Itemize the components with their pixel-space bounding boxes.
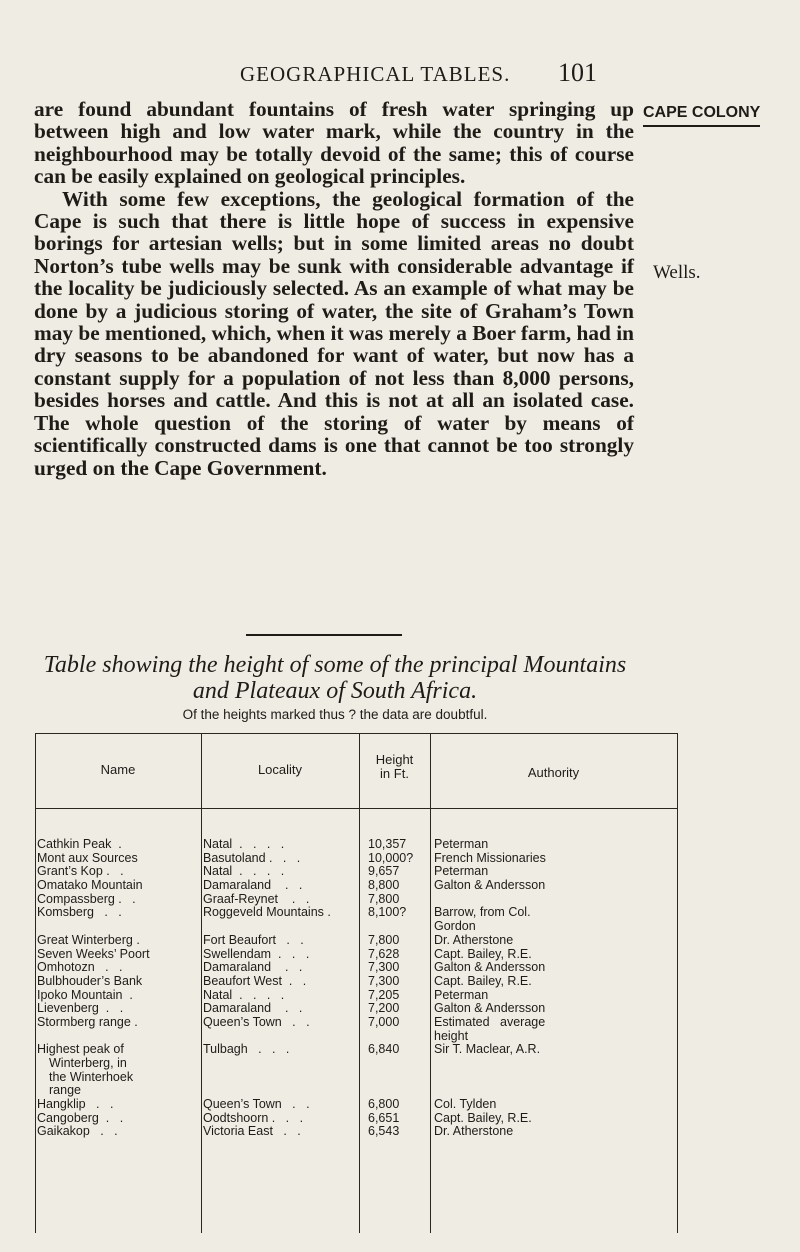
cell-locality: Natal . . . . xyxy=(203,864,285,879)
table-title-line-1: Table showing the height of some of the principal Mountains xyxy=(43,652,627,678)
margin-note-cape-colony: CAPE COLONY xyxy=(643,104,760,127)
cell-authority: Gordon xyxy=(434,919,476,934)
cell-authority: Barrow, from Col. xyxy=(434,905,531,920)
cell-locality: Natal . . . . xyxy=(203,837,285,851)
cell-locality xyxy=(203,1057,331,1071)
cell-authority: Col. Tylden xyxy=(434,1097,497,1112)
cell-locality: Beaufort West . . xyxy=(203,973,307,988)
cell-locality: Basutoland . . . xyxy=(203,850,301,865)
cell-name: Seven Weeks’ Poort xyxy=(37,946,150,961)
cell-name: Omhotozn . . xyxy=(37,960,123,975)
cell-locality xyxy=(203,1030,331,1044)
cell-name xyxy=(37,920,150,934)
cell-height: 9,657 xyxy=(368,864,400,879)
margin-note-wells: Wells. xyxy=(653,262,701,283)
cell-name: Great Winterberg . xyxy=(37,932,140,947)
column-locality xyxy=(203,838,331,1139)
cell-authority: Estimated average xyxy=(434,1014,546,1029)
cell-height xyxy=(368,1030,413,1044)
cell-name: Highest peak of xyxy=(37,1042,124,1057)
cell-authority xyxy=(434,1057,546,1071)
cell-name: Omatako Mountain xyxy=(37,878,143,893)
cell-height xyxy=(368,1071,413,1085)
table-top-rule xyxy=(35,733,677,734)
cell-locality: Queen’s Town . . xyxy=(203,1014,310,1029)
table-title xyxy=(30,652,640,704)
cell-locality xyxy=(203,1071,331,1085)
section-divider xyxy=(246,634,402,636)
cell-authority xyxy=(434,1071,546,1085)
cell-name: Grant’s Kop . . xyxy=(37,864,124,879)
cell-height: 7,300 xyxy=(368,973,400,988)
cell-height: 6,651 xyxy=(368,1110,400,1125)
body-text xyxy=(34,98,634,479)
table-border-right xyxy=(677,733,678,1233)
header-locality: Locality xyxy=(257,762,303,777)
running-title: GEOGRAPHICAL TABLES. xyxy=(240,62,511,86)
cell-authority: Galton & Andersson xyxy=(434,1001,546,1016)
cell-locality: Fort Beaufort . . xyxy=(203,932,304,947)
table-note: Of the heights marked thus ? the data are doubtful. xyxy=(182,707,488,722)
cell-name: range xyxy=(49,1083,81,1098)
cell-height: 6,800 xyxy=(368,1097,400,1112)
cell-authority: height xyxy=(434,1028,469,1043)
cell-locality: Roggeveld Mountains . xyxy=(203,905,331,920)
paragraph-1: are found abundant fountains of fresh water springing up between high and low water mark, while the country in the neighbourhood may be totally devoid of the same; this of course can be easily explained on geological principles. xyxy=(34,97,634,189)
cell-locality: Queen’s Town . . xyxy=(203,1097,310,1112)
cell-authority: Sir T. Maclear, A.R. xyxy=(434,1042,541,1057)
cell-locality xyxy=(203,1084,331,1098)
column-authority xyxy=(434,838,546,1139)
cell-name: Hangklip . . xyxy=(37,1097,114,1112)
cell-name: Cangoberg . . xyxy=(37,1110,124,1125)
cell-authority: Capt. Bailey, R.E. xyxy=(434,946,532,961)
cell-locality: Graaf-Reynet . . xyxy=(203,891,310,906)
cell-height: 7,205 xyxy=(368,987,400,1002)
cell-name: Komsberg . . xyxy=(37,905,122,920)
cell-name: Gaikakop . . xyxy=(37,1124,118,1139)
cell-height: 7,000 xyxy=(368,1014,400,1029)
cell-locality: Victoria East . . xyxy=(203,1124,301,1139)
cell-authority: Capt. Bailey, R.E. xyxy=(434,973,532,988)
cell-authority: Capt. Bailey, R.E. xyxy=(434,1110,532,1125)
column-name xyxy=(37,838,150,1139)
cell-name: Compassberg . . xyxy=(37,891,136,906)
cell-height: 6,543 xyxy=(368,1124,400,1139)
cell-locality: Natal . . . . xyxy=(203,987,285,1002)
cell-name xyxy=(37,1030,150,1044)
cell-height: 8,800 xyxy=(368,878,400,893)
cell-height: 10,357 xyxy=(368,837,407,851)
cell-authority xyxy=(434,1084,546,1098)
cell-locality xyxy=(203,920,331,934)
cell-height xyxy=(368,1084,413,1098)
cell-name: Stormberg range . xyxy=(37,1014,138,1029)
cell-name: Lievenberg . . xyxy=(37,1001,124,1016)
cell-locality: Damaraland . . xyxy=(203,1001,303,1016)
page-number: 101 xyxy=(558,58,597,87)
header-height-line-1: Height xyxy=(375,752,414,767)
table-title-line-2: and Plateaux of South Africa. xyxy=(192,678,478,704)
cell-height: 7,800 xyxy=(368,891,400,906)
running-header xyxy=(0,58,800,92)
cell-authority: French Missionaries xyxy=(434,850,546,865)
cell-locality: Tulbagh . . . xyxy=(203,1042,290,1057)
cell-name: Bulbhouder’s Bank xyxy=(37,973,143,988)
cell-height xyxy=(368,920,413,934)
cell-height: 7,300 xyxy=(368,960,400,975)
cell-authority: Peterman xyxy=(434,987,489,1002)
cell-locality: Damaraland . . xyxy=(203,878,303,893)
cell-authority: Dr. Atherstone xyxy=(434,1124,514,1139)
column-height xyxy=(368,838,413,1139)
cell-height: 6,840 xyxy=(368,1042,400,1057)
cell-height: 8,100? xyxy=(368,905,407,920)
header-height xyxy=(359,753,430,781)
mountains-table xyxy=(33,733,683,1233)
cell-locality: Swellendam . . . xyxy=(203,946,310,961)
cell-authority: Dr. Atherstone xyxy=(434,932,514,947)
cell-locality: Oodtshoorn . . . xyxy=(203,1110,304,1125)
cell-height: 7,200 xyxy=(368,1001,400,1016)
cell-authority: Galton & Andersson xyxy=(434,960,546,975)
cell-height: 7,800 xyxy=(368,932,400,947)
cell-authority xyxy=(434,893,546,907)
cell-height: 10,000? xyxy=(368,850,414,865)
cell-height xyxy=(368,1057,413,1071)
cell-name: Cathkin Peak . xyxy=(37,837,122,851)
cell-height: 7,628 xyxy=(368,946,400,961)
cell-authority: Peterman xyxy=(434,864,489,879)
cell-name: the Winterhoek xyxy=(49,1069,134,1084)
cell-name: Mont aux Sources xyxy=(37,850,138,865)
cell-name: Ipoko Mountain . xyxy=(37,987,133,1002)
header-name: Name xyxy=(100,762,136,777)
cell-locality: Damaraland . . xyxy=(203,960,303,975)
cell-authority: Peterman xyxy=(434,837,489,851)
header-height-line-2: in Ft. xyxy=(380,766,409,781)
header-authority: Authority xyxy=(527,765,580,780)
cell-authority: Galton & Andersson xyxy=(434,878,546,893)
header-rule xyxy=(35,808,677,809)
paragraph-2: With some few exceptions, the geological formation of the Cape is such that there is little hope of success in expensive borings for artesian wells; but in some limited areas no doubt Norton’s tube wells may be sunk with considerable advantage if the locality be judiciously selected. As an example of what may be done by a judicious storing of water, the site of Graham’s Town may be mentioned, which, when it was merely a Boer farm, had in dry seasons to be abandoned for want of water, but now has a constant supply for a population of not less than 8,000 persons, besides horses and cattle. And this is not at all an isolated case. The whole question of the storing of water by means of scientifically constructed dams is one that cannot be too strongly urged on the Cape Government. xyxy=(34,186,634,480)
cell-name: Winterberg, in xyxy=(49,1056,127,1070)
